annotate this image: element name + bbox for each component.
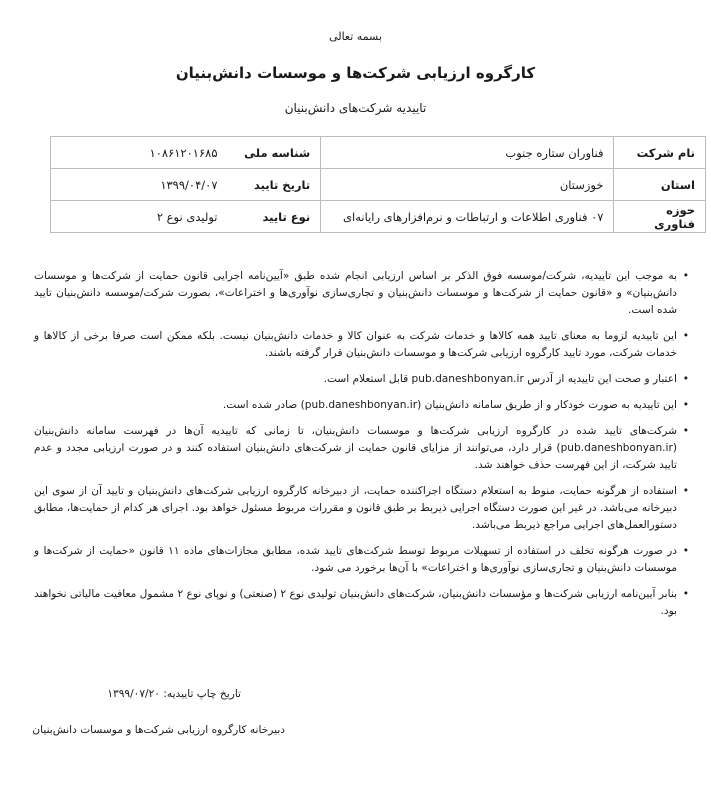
clause-text: این تاییدیه به صورت خودکار و از طریق سامانه دانش‌بنیان (pub.daneshbonyan.ir) صادر شده است. <box>222 399 677 411</box>
list-item <box>34 423 689 474</box>
bismillah-heading: بسمه تعالی <box>329 30 382 43</box>
list-item <box>34 268 689 319</box>
page-title: کارگروه ارزیابی شرکت‌ها و موسسات دانش‌بنیان <box>175 64 536 82</box>
approval-type-label: نوع تایید <box>228 201 321 233</box>
list-item <box>34 328 689 362</box>
clause-text: شرکت‌های تایید شده در کارگروه ارزیابی شرکت‌ها و موسسات دانش‌بنیان، تا زمانی که تاییدیه آن‌ها در فهرست سامانه دانش‌بنیان (pub.daneshbonyan.ir) قرار دارد، می‌توانند از مزایای قانون حمایت از شرکت‌های دانش‌بنیان استفاده کنند و در صورت ارزیابی مجدد و عدم تایید شرکت، از این فهرست حذف خواهند شد. <box>34 425 677 471</box>
page-subtitle: تاییدیه شرکت‌های دانش‌بنیان <box>284 101 427 115</box>
bullet-icon: • <box>682 399 689 411</box>
clause-text: بنابر آیین‌نامه ارزیابی شرکت‌ها و مؤسسات دانش‌بنیان، شرکت‌های دانش‌بنیان تولیدی نوع ۲ (صنعتی) و نوپای نوع ۲ مشمول معافیت مالیاتی نخواهند بود. <box>34 588 678 617</box>
table-row <box>51 201 706 233</box>
bullet-icon: • <box>682 588 689 600</box>
clause-text: به موجب این تاییدیه، شرکت/موسسه فوق الذکر بر اساس ارزیابی انجام شده طبق «آیین‌نامه اجرایی قانون حمایت از شرکت‌ها و موسسات دانش‌بنیان» و «قانون حمایت از شرکت‌ها و موسسات دانش‌بنیان و تجاری‌سازی نوآوری‌ها و اختراعات»، بصورت شرکت/موسسه دانش‌بنیان تایید شده است. <box>34 270 677 316</box>
bullet-icon: • <box>682 545 689 557</box>
bullet-icon: • <box>682 425 689 437</box>
clause-text: در صورت هرگونه تخلف در استفاده از تسهیلات مربوط توسط شرکت‌های تایید شده، مطابق مجازات‌های ماده ۱۱ قانون «حمایت از شرکت‌ها و موسسات دانش‌بنیان و تجاری‌سازی نوآوری‌ها و اختراعات» با آن‌ها برخورد می‌ شود. <box>34 545 677 574</box>
province-label: استان <box>614 169 706 201</box>
list-item <box>34 586 689 620</box>
clause-text: این تاییدیه لزوما به معنای تایید همه کالاها و خدمات شرکت به عنوان کالا و خدمات دانش‌بنیان نیست. بلکه ممکن است صرفا برخی از کالاها و خدمات شرکت، مورد تایید کارگروه ارزیابی شرکت‌ها و موسسات دانش‌بنیان قرار گرفته باشند. <box>34 330 677 359</box>
clause-text: استفاده از هرگونه حمایت، منوط به استعلام دستگاه اجراکننده حمایت، از دبیرخانه کارگروه ارزیابی شرکت‌های دانش‌بنیان و تایید آن از سوی این دبیرخانه می‌باشد. در غیر این صورت دستگاه اجرایی ذیربط بر طبق قانون و مقررات مربوط مسئول خواهد بود. اجرای هر کدام از حمایت‌ها، مطابق دستورالعمل‌های اجرایی مراجع ذیربط می‌باشد. <box>34 485 677 531</box>
print-date: تاریخ چاپ تاییدیه: ۱۳۹۹/۰۷/۲۰ <box>107 688 241 700</box>
national-id-value: ۱۰۸۶۱۲۰۱۶۸۵ <box>51 137 228 169</box>
technology-field-label: حوزه فناوری <box>614 201 706 233</box>
terms-list <box>34 268 689 629</box>
bullet-icon: • <box>682 270 689 282</box>
company-name-value: فناوران ستاره جنوب <box>321 137 614 169</box>
issuer-signature: دبیرخانه کارگروه ارزیابی شرکت‌ها و موسسات دانش‌بنیان <box>32 724 285 736</box>
list-item <box>34 397 689 414</box>
province-value: خوزستان <box>321 169 614 201</box>
company-info-table <box>50 136 706 233</box>
clause-text: اعتبار و صحت این تاییدیه از آدرس pub.daneshbonyan.ir قابل استعلام است. <box>323 373 677 385</box>
company-name-label: نام شرکت <box>614 137 706 169</box>
approval-type-value: تولیدی نوع ۲ <box>51 201 228 233</box>
bullet-icon: • <box>682 373 689 385</box>
table-row <box>51 137 706 169</box>
list-item <box>34 543 689 577</box>
national-id-label: شناسه ملی <box>228 137 321 169</box>
list-item <box>34 483 689 534</box>
bullet-icon: • <box>682 485 689 497</box>
approval-date-label: تاریخ تایید <box>228 169 321 201</box>
technology-field-value: ۰۷ فناوری اطلاعات و ارتباطات و نرم‌افزارهای رایانه‌ای <box>321 201 614 233</box>
approval-date-value: ۱۳۹۹/۰۴/۰۷ <box>51 169 228 201</box>
bullet-icon: • <box>682 330 689 342</box>
list-item <box>34 371 689 388</box>
table-row <box>51 169 706 201</box>
